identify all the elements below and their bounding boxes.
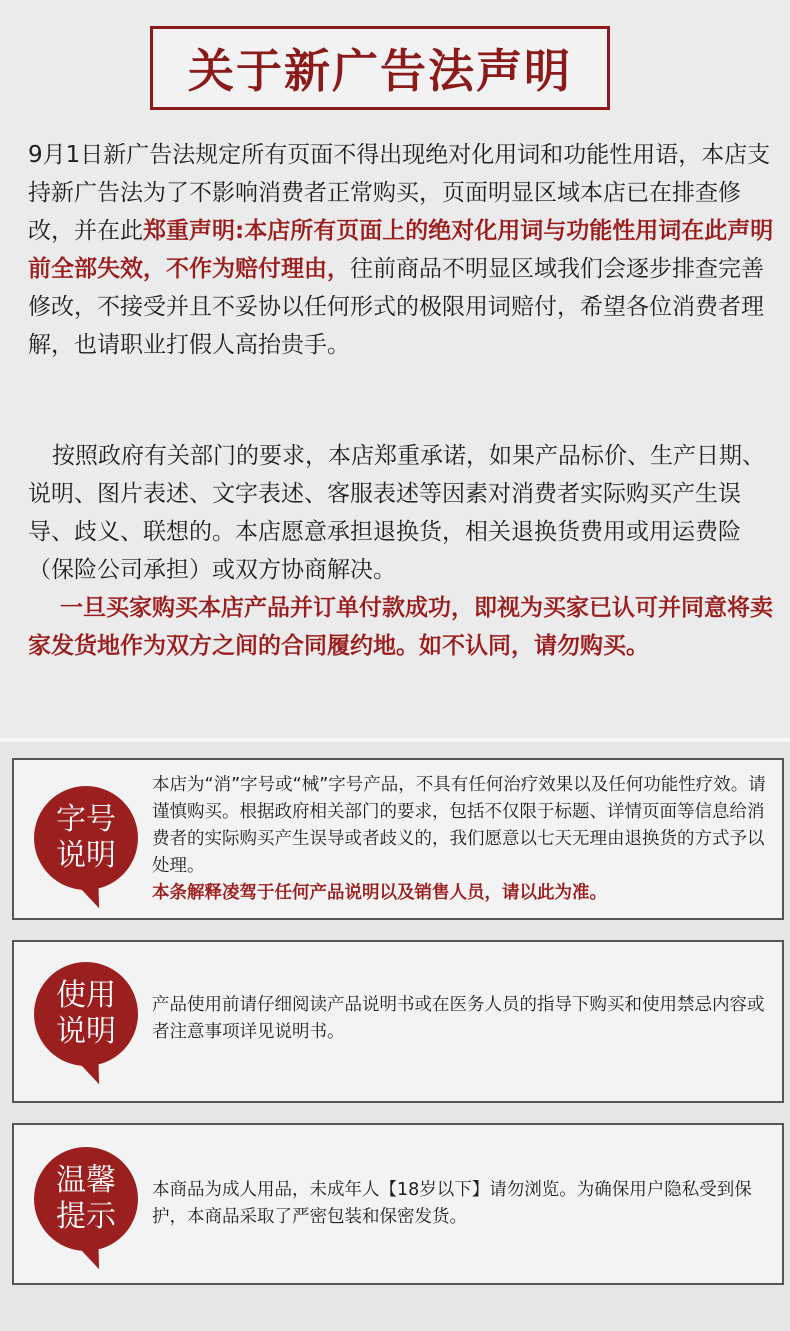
statement-highlight: 郑重声明:本店所有页面上的绝对化用词与功能性用词在此声明前全部失效，不作为赔付理由，	[28, 218, 774, 282]
statement-text: 往前商品不明显区域我们会逐步排查完善修改，不接受并且不妥协以任何形式的极限用词赔付，希望各位消费者理解，也请职业打假人高抬贵手。	[28, 256, 764, 358]
notice-text	[152, 992, 768, 1046]
badge-label: 温馨	[56, 1163, 116, 1198]
notice-body: 产品使用前请仔细阅读产品说明书或在医务人员的指导下购买和使用禁忌内容或者注意事项详见说明书。	[152, 995, 765, 1042]
badge-label: 字号	[56, 802, 116, 837]
commitment-text: 按照政府有关部门的要求，本店郑重承诺，如果产品标价、生产日期、说明、图片表述、文字表述、客服表述等因素对消费者实际购买产生误导、歧义、联想的。本店愿意承担退换货，相关退换货费用或用运费险（保险公司承担）或双方协商解决。	[28, 443, 765, 583]
speech-bubble-icon	[34, 786, 138, 890]
speech-bubble-icon	[34, 962, 138, 1066]
badge-label: 使用	[56, 978, 116, 1013]
badge-label: 说明	[56, 1014, 116, 1049]
statement-paragraph-1	[28, 136, 776, 364]
statement-paragraph-2	[28, 437, 776, 665]
statement-text: 9月1日新广告法规定所有页面不得出现绝对化用词和功能性用语，本店支持新广告法为了不影响消费者正常购买，页面明显区域本店已在排查修改，并在此	[28, 142, 771, 244]
notice-text	[152, 772, 768, 907]
notice-body: 本商品为成人用品，未成年人【18岁以下】请勿浏览。为确保用户隐私受到保护，本商品采取了严密包装和保密发货。	[152, 1180, 752, 1227]
badge-label: 说明	[56, 838, 116, 873]
title-box	[150, 26, 610, 110]
page-title: 关于新广告法声明	[188, 44, 572, 98]
badge-label: 提示	[56, 1199, 116, 1234]
notice-emphasis: 本条解释凌驾于任何产品说明以及销售人员，请以此为准。	[152, 883, 607, 903]
speech-bubble-icon	[34, 1147, 138, 1251]
notice-card-usage	[12, 940, 784, 1103]
notice-text	[152, 1177, 768, 1231]
notice-card-license	[12, 758, 784, 920]
notice-body: 本店为“消”字号或“械”字号产品，不具有任何治疗效果以及任何功能性疗效。请谨慎购买。根据政府相关部门的要求，包括不仅限于标题、详情页面等信息给消费者的实际购买产生误导或者歧义的，我们愿意以七天无理由退换货的方式予以处理。	[152, 775, 766, 876]
contract-location-notice: 一旦买家购买本店产品并订单付款成功，即视为买家已认可并同意将卖家发货地作为双方之间的合同履约地。如不认同，请勿购买。	[28, 595, 773, 659]
notice-card-reminder	[12, 1123, 784, 1285]
